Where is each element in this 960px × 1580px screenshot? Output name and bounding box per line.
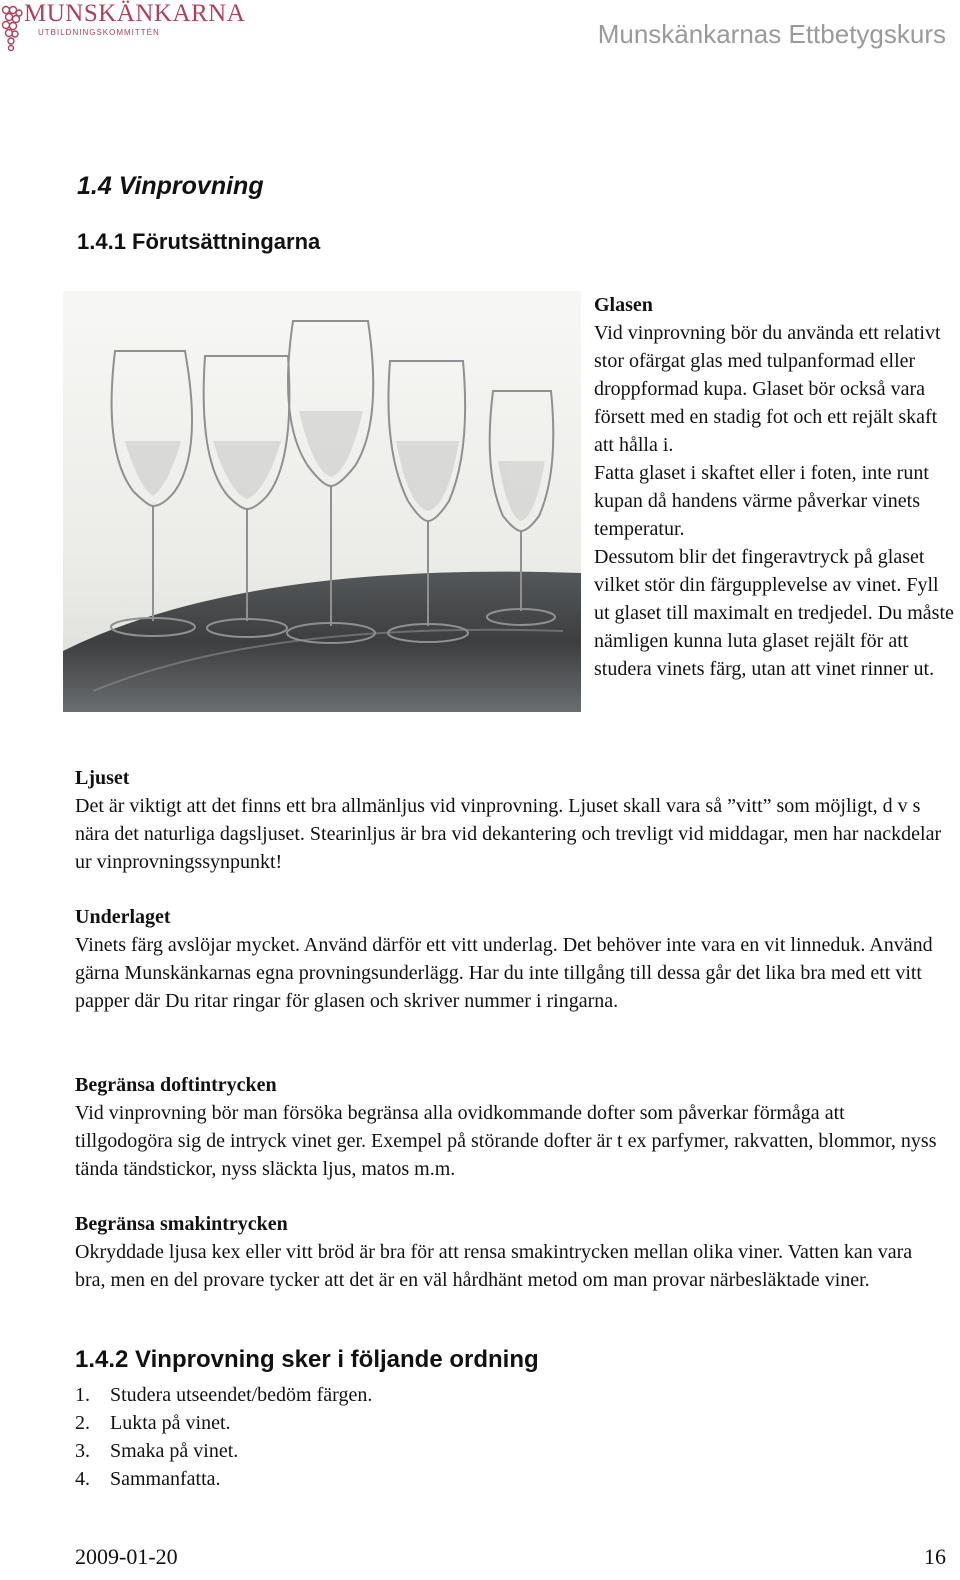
subsection-heading: 1.4.1 Förutsättningarna	[77, 229, 321, 254]
underlaget-section	[75, 903, 945, 1015]
ljuset-text: Det är viktigt att det finns ett bra allmänljus vid vinprovning. Ljuset skall vara så ”vitt” som möjligt, d v s nära det naturliga dagsljuset. Stearinljus är bra vid dekantering och trevligt vid middagar, men har nackdelar ur vinprovningssynpunkt!	[75, 795, 942, 873]
order-heading: 1.4.2 Vinprovning sker i följande ordning	[75, 1346, 539, 1373]
document-header-title: Munskänkarnas Ettbetygskurs	[597, 19, 946, 49]
logo	[0, 0, 246, 54]
list-number: 2.	[75, 1412, 90, 1434]
page-number: 16	[924, 1544, 946, 1569]
list-number: 1.	[75, 1384, 90, 1406]
list-item	[75, 1381, 372, 1409]
list-item	[75, 1437, 372, 1465]
smak-text: Okryddade ljusa kex eller vitt bröd är bra för att rensa smakintrycken mellan olika viner. Vatten kan vara bra, men en del provare tycker att det är en väl hårdhänt metod om man provar närbesläktade viner.	[75, 1241, 913, 1291]
smak-title: Begränsa smakintrycken	[75, 1213, 288, 1235]
list-item	[75, 1409, 372, 1437]
logo-name: MUNSKÄNKARNA	[24, 0, 246, 27]
list-text: Lukta på vinet.	[110, 1412, 231, 1434]
ljuset-title: Ljuset	[75, 767, 130, 789]
glasen-section	[594, 291, 956, 683]
underlaget-text: Vinets färg avslöjar mycket. Använd därför ett vitt underlag. Det behöver inte vara en vit linneduk. Använd gärna Munskänkarnas egna provningsunderlägg. Har du inte tillgång till dessa går det lika bra med ett vitt papper där Du ritar ringar för glasen och skriver nummer i ringarna.	[75, 934, 933, 1012]
list-number: 4.	[75, 1468, 90, 1490]
smak-section	[75, 1210, 945, 1294]
doft-title: Begränsa doftintrycken	[75, 1074, 277, 1096]
grape-cluster-icon	[0, 2, 24, 52]
list-item	[75, 1465, 372, 1493]
section-heading: 1.4 Vinprovning	[77, 172, 264, 200]
list-text: Studera utseendet/bedöm färgen.	[110, 1384, 373, 1406]
footer-date: 2009-01-20	[75, 1544, 178, 1569]
list-text: Smaka på vinet.	[110, 1440, 239, 1462]
glasen-paragraph: Dessutom blir det fingeravtryck på glaset vilket stör din färgupplevelse av vinet. Fyll ut glaset till maximalt en tredjedel. Du måste nämligen kunna luta glaset rejält för att studera vinets färg, utan att vinet rinner ut.	[594, 546, 954, 680]
glasen-title: Glasen	[594, 294, 653, 316]
underlaget-title: Underlaget	[75, 906, 171, 928]
logo-subtitle: UTBILDNINGSKOMMITTÉN	[38, 28, 160, 37]
doft-section	[75, 1071, 945, 1183]
order-list	[75, 1381, 372, 1493]
wine-glasses-photo	[63, 291, 581, 712]
ljuset-section	[75, 764, 945, 876]
glasen-paragraph: Vid vinprovning bör du använda ett relativt stor ofärgat glas med tulpanformad eller droppformad kupa. Glaset bör också vara försett med en stadig fot och ett rejält skaft att hålla i.	[594, 322, 941, 456]
list-number: 3.	[75, 1440, 90, 1462]
glasen-paragraph: Fatta glaset i skaftet eller i foten, inte runt kupan då handens värme påverkar vinets temperatur.	[594, 462, 929, 540]
doft-text: Vid vinprovning bör man försöka begränsa alla ovidkommande dofter som påverkar förmåga att tillgodogöra sig de intryck vinet ger. Exempel på störande dofter är t ex parfymer, rakvatten, blommor, nyss tända tändstickor, nyss släckta ljus, matos m.m.	[75, 1102, 937, 1180]
list-text: Sammanfatta.	[110, 1468, 221, 1490]
